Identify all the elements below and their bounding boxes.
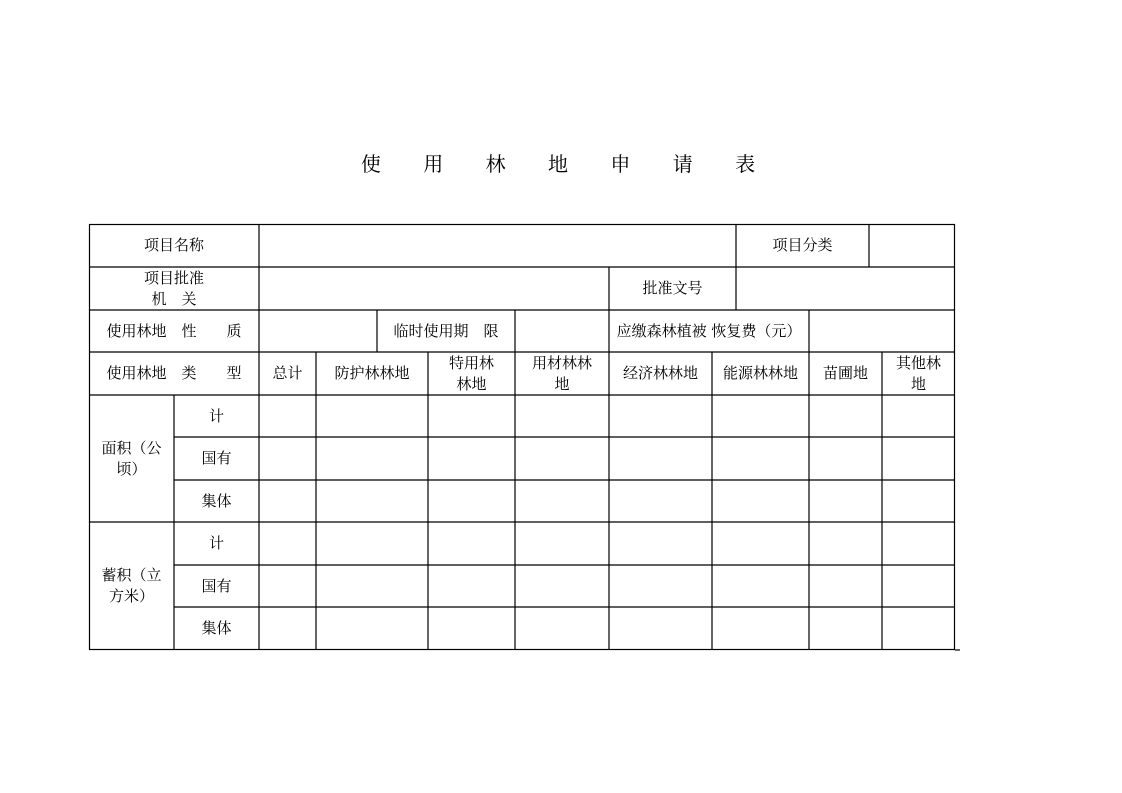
- volume-state-cell-1[interactable]: [316, 565, 428, 607]
- approval-authority-label: [89, 267, 259, 310]
- temp-use-period-field[interactable]: [515, 310, 609, 352]
- volume-total-cell-0[interactable]: [259, 522, 316, 565]
- area-total-cell-7[interactable]: [882, 395, 955, 437]
- volume-row-total-label: 计: [208, 534, 224, 552]
- volume-collective-cell-4[interactable]: [609, 607, 712, 650]
- volume-state-cell-0[interactable]: [259, 565, 316, 607]
- area-state-cell-2[interactable]: [428, 437, 515, 480]
- area-label: 面积（公顷）: [101, 438, 162, 478]
- project-name-label: 项目名称: [143, 236, 204, 254]
- land-use-nature-label: 使用林地 性 质: [106, 321, 242, 340]
- volume-row-state-label: 国有: [201, 576, 232, 595]
- area-total-cell-5[interactable]: [712, 395, 809, 437]
- area-collective-cell-5[interactable]: [712, 480, 809, 522]
- volume-total-cell-6[interactable]: [809, 522, 882, 565]
- area-state-cell-4[interactable]: [609, 437, 712, 480]
- project-category-label: 项目分类: [772, 236, 833, 254]
- area-total-cell-4[interactable]: [609, 395, 712, 437]
- area-total-cell-1[interactable]: [316, 395, 428, 437]
- volume-total-cell-3[interactable]: [515, 522, 609, 565]
- area-state-cell-1[interactable]: [316, 437, 428, 480]
- volume-collective-cell-7[interactable]: [882, 607, 955, 650]
- volume-collective-cell-6[interactable]: [809, 607, 882, 650]
- volume-total-cell-7[interactable]: [882, 522, 955, 565]
- area-total-cell-6[interactable]: [809, 395, 882, 437]
- volume-total-cell-4[interactable]: [609, 522, 712, 565]
- type-col-other: 其他林地: [895, 353, 941, 393]
- type-col-nursery: 苗圃地: [822, 364, 868, 382]
- area-row-collective-label: 集体: [201, 491, 232, 510]
- type-col-timber: 用材林林地: [531, 353, 592, 393]
- volume-collective-cell-2[interactable]: [428, 607, 515, 650]
- area-state-cell-6[interactable]: [809, 437, 882, 480]
- restoration-fee-label: 应缴森林植被 恢复费（元）: [616, 321, 802, 340]
- area-state-cell-7[interactable]: [882, 437, 955, 480]
- area-state-cell-0[interactable]: [259, 437, 316, 480]
- type-col-energy: 能源林林地: [722, 364, 798, 382]
- area-total-cell-3[interactable]: [515, 395, 609, 437]
- volume-state-cell-7[interactable]: [882, 565, 955, 607]
- approval-authority-label-line1: 项目批准: [143, 268, 204, 287]
- volume-state-cell-3[interactable]: [515, 565, 609, 607]
- type-col-economic: 经济林林地: [622, 364, 698, 382]
- area-row-total-label: 计: [208, 406, 224, 425]
- volume-total-cell-1[interactable]: [316, 522, 428, 565]
- area-collective-cell-2[interactable]: [428, 480, 515, 522]
- form-title: 使 用 林 地 申 请 表: [360, 152, 774, 176]
- area-collective-cell-0[interactable]: [259, 480, 316, 522]
- type-col-total: 总计: [272, 364, 303, 382]
- volume-state-cell-4[interactable]: [609, 565, 712, 607]
- temp-use-period-label: 临时使用期 限: [393, 321, 499, 340]
- land-type-label: 使用林地 类 型: [106, 364, 242, 382]
- volume-collective-cell-1[interactable]: [316, 607, 428, 650]
- restoration-fee-field[interactable]: [809, 310, 955, 352]
- area-row-state-label: 国有: [201, 449, 232, 467]
- area-total-cell-2[interactable]: [428, 395, 515, 437]
- volume-total-cell-2[interactable]: [428, 522, 515, 565]
- project-name-field[interactable]: [259, 224, 736, 267]
- volume-total-cell-5[interactable]: [712, 522, 809, 565]
- approval-doc-no-label: 批准文号: [642, 279, 703, 297]
- type-col-protection: 防护林林地: [334, 364, 410, 382]
- volume-row-collective-label: 集体: [201, 619, 232, 637]
- area-state-cell-5[interactable]: [712, 437, 809, 480]
- approval-authority-label-line2: 机 关: [151, 289, 197, 308]
- area-collective-cell-1[interactable]: [316, 480, 428, 522]
- area-collective-cell-6[interactable]: [809, 480, 882, 522]
- type-col-special-use: 特用林林地: [448, 353, 494, 393]
- area-collective-cell-7[interactable]: [882, 480, 955, 522]
- area-state-cell-3[interactable]: [515, 437, 609, 480]
- project-category-field[interactable]: [869, 224, 955, 267]
- approval-doc-no-field[interactable]: [736, 267, 955, 310]
- volume-collective-cell-5[interactable]: [712, 607, 809, 650]
- volume-label: 蓄积（立方米）: [101, 566, 162, 605]
- volume-collective-cell-0[interactable]: [259, 607, 316, 650]
- area-total-cell-0[interactable]: [259, 395, 316, 437]
- volume-state-cell-2[interactable]: [428, 565, 515, 607]
- volume-collective-cell-3[interactable]: [515, 607, 609, 650]
- area-collective-cell-4[interactable]: [609, 480, 712, 522]
- volume-state-cell-5[interactable]: [712, 565, 809, 607]
- area-collective-cell-3[interactable]: [515, 480, 609, 522]
- volume-state-cell-6[interactable]: [809, 565, 882, 607]
- land-use-nature-field[interactable]: [259, 310, 377, 352]
- approval-authority-field[interactable]: [259, 267, 609, 310]
